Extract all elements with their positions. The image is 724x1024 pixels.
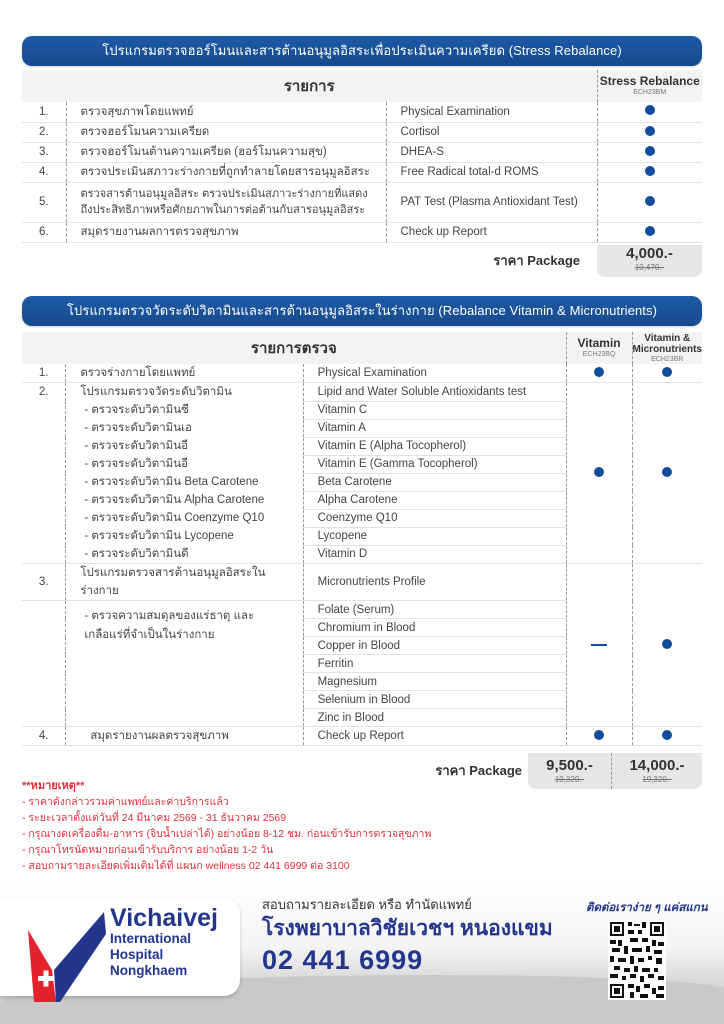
sub-item-english: Vitamin A — [303, 419, 566, 437]
included-dot-icon — [645, 146, 655, 156]
item-thai: ตรวจฮอร์โมนต้านความเครียด (ฮอร์โมนความสุข) — [66, 142, 386, 162]
package-name: Vitamin — [577, 336, 621, 350]
item-thai: ตรวจฮอร์โมนความเครียด — [66, 122, 386, 142]
note-item: - กรุณาโทรนัดหมายก่อนเข้ารับบริการ อย่างน้อย 1-2 วัน — [22, 844, 274, 856]
sub-item-english: Coenzyme Q10 — [303, 509, 566, 527]
hospital-name: โรงพยาบาลวิชัยเวชฯ หนองแขม — [262, 917, 553, 940]
table-row — [22, 182, 702, 222]
table-header: รายการตรวจ — [22, 332, 566, 364]
sub-item-english: Ferritin — [303, 655, 566, 673]
qr-label: ติดต่อเราง่าย ๆ แค่สแกน — [586, 902, 708, 914]
package-code: ECH23BM — [633, 89, 667, 96]
table-row — [22, 102, 702, 122]
table-row — [22, 727, 702, 746]
row-number: 4. — [22, 162, 66, 182]
included-dot-icon — [594, 730, 604, 740]
row-number: 1. — [22, 102, 66, 122]
logo-line: International — [110, 931, 192, 946]
row-number: 1. — [22, 364, 66, 383]
package-price: 4,000.- — [626, 245, 673, 262]
included-dot-icon — [662, 639, 672, 649]
package-price-box — [597, 245, 702, 277]
stress-rebalance-table — [22, 70, 702, 243]
hospital-logo-check-icon — [26, 908, 106, 1008]
sub-item-thai: - ตรวจระดับวิตามินดี — [66, 545, 303, 564]
vitamin-column-header — [566, 332, 632, 364]
table-row — [22, 564, 702, 601]
table-row — [22, 162, 702, 182]
row-number: 2. — [38, 386, 49, 398]
item-english: PAT Test (Plasma Antioxidant Test) — [386, 182, 597, 222]
item-thai: โปรแกรมตรวจวัดระดับวิตามิน — [66, 383, 303, 402]
sub-item-english: Selenium in Blood — [303, 691, 566, 709]
row-number: 4. — [22, 727, 66, 746]
qr-code-icon[interactable] — [608, 920, 666, 1000]
included-dot-icon — [594, 467, 604, 477]
note-item: - กรุณางดเครื่องดื่ม-อาหาร (จิบน้ำเปล่าได้) อย่างน้อย 8-12 ชม. ก่อนเข้ารับการตรวจสุขภาพ — [22, 828, 432, 840]
package-name: Stress Rebalance — [599, 74, 700, 88]
original-price: 10,320.- — [554, 775, 585, 784]
hospital-logo-text — [110, 905, 218, 979]
sub-item-english: Vitamin D — [303, 545, 566, 564]
included-dot-icon — [594, 367, 604, 377]
sub-item-thai: - ตรวจระดับวิตามินซี — [66, 401, 303, 419]
package-price-label: ราคา Package — [493, 253, 580, 268]
item-english: Micronutrients Profile — [303, 564, 566, 601]
item-thai: ตรวจประเมินสภาวะร่างกายที่ถูกทำลายโดยสารอนุมูลอิสระ — [66, 162, 386, 182]
item-english: Lipid and Water Soluble Antioxidants test — [303, 383, 566, 402]
vitamin-price — [528, 753, 612, 789]
item-english: Free Radical total-d ROMS — [386, 162, 597, 182]
note-item: - ระยะเวลาตั้งแต่วันที่ 24 มีนาคม 2569 - 31 ธันวาคม 2569 — [22, 812, 287, 824]
package-column-header — [597, 70, 702, 102]
item-english: DHEA-S — [386, 142, 597, 162]
table-row — [22, 364, 702, 383]
row-number: 3. — [22, 142, 66, 162]
table-row — [22, 122, 702, 142]
included-dot-icon — [645, 226, 655, 236]
package-code: ECH23BR — [651, 355, 684, 363]
included-cell — [597, 162, 702, 182]
item-english: Physical Examination — [303, 364, 566, 383]
item-english: Check up Report — [386, 222, 597, 242]
vitamin-cell — [566, 727, 632, 746]
included-dot-icon — [645, 196, 655, 206]
item-thai: ตรวจสุขภาพโดยแพทย์ — [66, 102, 386, 122]
micronutrients-price — [612, 753, 702, 789]
sub-item-english: Magnesium — [303, 673, 566, 691]
stress-rebalance-banner: โปรแกรมตรวจฮอร์โมนและสารต้านอนุมูลอิสระเพื่อประเมินความเครียด (Stress Rebalance) — [22, 36, 702, 66]
notes-section — [22, 778, 431, 874]
sub-item-thai: - ตรวจระดับวิตามินอี — [66, 455, 303, 473]
package-price: 14,000.- — [629, 757, 685, 774]
sub-item-thai: - ตรวจระดับวิตามิน Alpha Carotene — [66, 491, 303, 509]
item-thai: โปรแกรมตรวจสารต้านอนุมูลอิสระในร่างกาย — [66, 564, 303, 601]
included-dot-icon — [662, 467, 672, 477]
micronutrients-cell — [632, 727, 702, 746]
logo-line: Hospital — [110, 947, 164, 962]
sub-item-thai: - ตรวจระดับวิตามิน Coenzyme Q10 — [66, 509, 303, 527]
micronutrients-cell — [632, 364, 702, 383]
item-thai: ตรวจร่างกายโดยแพทย์ — [66, 364, 303, 383]
vitamin-micronutrients-table — [22, 332, 702, 746]
item-thai: สมุดรายงานผลตรวจสุขภาพ — [66, 727, 303, 746]
contact-prompt: สอบถามรายละเอียด หรือ ทำนัดแพทย์ — [262, 897, 472, 912]
included-cell — [597, 222, 702, 242]
sub-item-english: Lycopene — [303, 527, 566, 545]
included-dot-icon — [645, 105, 655, 115]
sub-item-thai: - ตรวจระดับวิตามิน Lycopene — [66, 527, 303, 545]
vitamin-cell — [566, 364, 632, 383]
package-code: ECH23BQ — [582, 351, 616, 358]
logo-name: Vichaivej — [110, 904, 218, 932]
included-dot-icon — [662, 367, 672, 377]
note-item: - ราคาดังกล่าวรวมค่าแพทย์และค่าบริการแล้ว — [22, 796, 229, 808]
item-thai: สมุดรายงานผลการตรวจสุขภาพ — [66, 222, 386, 242]
item-english: Physical Examination — [386, 102, 597, 122]
item-thai: ตรวจสารต้านอนุมูลอิสระ ตรวจประเมินสภาวะร่างกายที่แสดงถึงประสิทธิภาพหรือศักยภาพในการต่อต้านกับสารอนุมูลอิสระ — [66, 182, 386, 222]
sub-item-english: Folate (Serum) — [303, 601, 566, 619]
micronutrients-cell — [632, 564, 702, 727]
item-english: Cortisol — [386, 122, 597, 142]
package-price: 9,500.- — [546, 757, 593, 774]
micronutrients-column-header — [632, 332, 702, 364]
logo-line: Nongkhaem — [110, 963, 188, 978]
table-row — [22, 383, 702, 402]
vitamin-micronutrients-banner: โปรแกรมตรวจวัดระดับวิตามินและสารต้านอนุมูลอิสระในร่างกาย (Rebalance Vitamin & Micronutrients) — [22, 296, 702, 326]
micronutrients-cell — [632, 383, 702, 564]
sub-item-thai: - ตรวจระดับวิตามิน Beta Carotene — [66, 473, 303, 491]
package-name: Vitamin & Micronutrients — [632, 332, 702, 355]
sub-item-english: Vitamin C — [303, 401, 566, 419]
included-dot-icon — [645, 126, 655, 136]
item-english: Check up Report — [303, 727, 566, 746]
vitamin-cell — [566, 383, 632, 564]
sub-item-thai: - ตรวจระดับวิตามินอี — [66, 437, 303, 455]
sub-item-english: Vitamin E (Alpha Tocopherol) — [303, 437, 566, 455]
sub-item-english: Beta Carotene — [303, 473, 566, 491]
package-price-label: ราคา Package — [435, 763, 522, 778]
included-cell — [597, 182, 702, 222]
sub-item-english: Chromium in Blood — [303, 619, 566, 637]
sub-item-thai: - ตรวจระดับวิตามินเอ — [66, 419, 303, 437]
included-cell — [597, 102, 702, 122]
original-price: 10,470.- — [634, 263, 665, 272]
sub-item-english: Copper in Blood — [303, 637, 566, 655]
sub-item-english: Vitamin E (Gamma Tocopherol) — [303, 455, 566, 473]
note-item: - สอบถามรายละเอียดเพิ่มเติมได้ที่ แผนก wellness 02 441 6999 ต่อ 3100 — [22, 860, 350, 872]
row-number: 5. — [22, 182, 66, 222]
included-cell — [597, 142, 702, 162]
included-dot-icon — [662, 730, 672, 740]
included-dot-icon — [645, 166, 655, 176]
package-price-box — [528, 753, 702, 789]
row-number: 2. — [22, 122, 66, 142]
contact-info — [262, 896, 553, 976]
included-cell — [597, 122, 702, 142]
phone-number[interactable]: 02 441 6999 — [262, 945, 424, 975]
row-number: 6. — [22, 222, 66, 242]
vitamin-cell — [566, 564, 632, 727]
table-header: รายการ — [22, 70, 597, 102]
sub-item-english: Alpha Carotene — [303, 491, 566, 509]
sub-item-english: Zinc in Blood — [303, 709, 566, 727]
original-price: 19,320.- — [642, 775, 672, 784]
table-row — [22, 142, 702, 162]
table-row — [22, 222, 702, 242]
row-number: 3. — [22, 564, 66, 601]
sub-item-thai: - ตรวจความสมดุลของแร่ธาตุ และ เกลือแร่ที่จำเป็นในร่างกาย — [66, 601, 303, 727]
notes-title: **หมายเหตุ** — [22, 780, 85, 792]
not-included-dash-icon — [591, 644, 607, 646]
